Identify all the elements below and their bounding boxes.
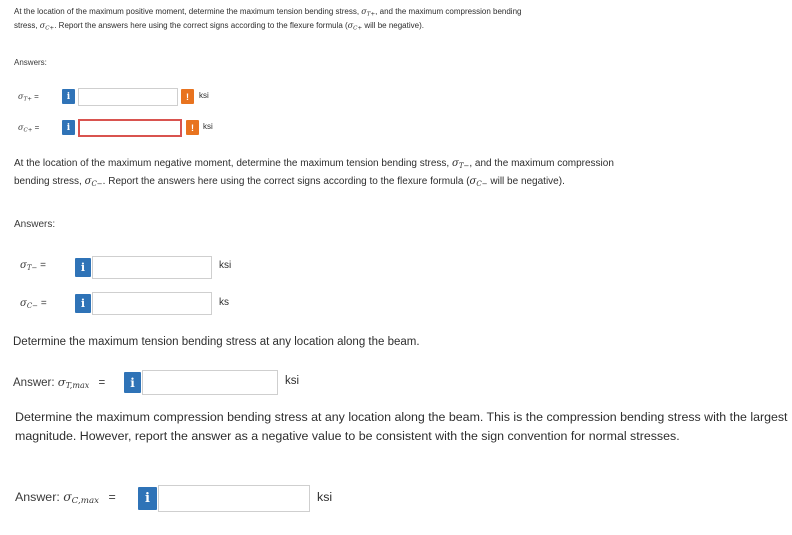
sigma-t-minus-input[interactable] — [92, 256, 212, 279]
section1-answers-label: Answers: — [14, 58, 47, 67]
warning-icon[interactable]: ! — [186, 120, 199, 135]
sigma-t-plus-unit: ksi — [199, 91, 209, 100]
sigma-t-plus-label: $\sigma_{T+}$ = — [18, 92, 39, 103]
sigma-t-minus-label: $\sigma_{T-}$ = — [20, 260, 46, 272]
sigma-c-plus-label: $\sigma_{C+}$ = — [18, 123, 40, 134]
info-icon[interactable]: i — [62, 120, 75, 135]
sigma-t-minus-unit: ksi — [219, 260, 232, 271]
sigma-t-plus-input[interactable] — [78, 88, 178, 106]
info-icon[interactable]: i — [75, 258, 91, 277]
sigma-c-minus-label: $\sigma_{C-}$ = — [20, 298, 47, 310]
section2-answers-label: Answers: — [14, 219, 56, 230]
sigma-c-max-label: Answer: $\sigma_{C,max}$ = — [15, 489, 116, 507]
sigma-c-minus-unit: ks — [219, 297, 229, 308]
sigma-t-max-label: Answer: $\sigma_{T,max}$ = — [13, 375, 106, 390]
sigma-c-plus-input[interactable] — [78, 119, 182, 137]
sigma-c-plus-unit: ksi — [203, 122, 213, 131]
info-icon[interactable]: i — [75, 294, 91, 313]
info-icon[interactable]: i — [138, 487, 157, 510]
section2-prompt: At the location of the maximum negative moment, determine the maximum tension bending stress, $\sigma_{T-}$, and the maximum compression bending stress, $\sigma_{C-}$. Report the answers here using the correct signs according to the flexure formula ($\sigma_{C-}$ will be negative). — [14, 158, 614, 188]
sigma-c-max-input[interactable] — [158, 485, 310, 512]
info-icon[interactable]: i — [62, 89, 75, 104]
section1-prompt: At the location of the maximum positive moment, determine the maximum tension bending stress, $\sigma_{T+}$, and the maximum compression bending stress, $\sigma_{C+}$. Report the answers here using the correct signs according to the flexure formula ($\sigma_{C+}$ will be negative). — [14, 7, 522, 32]
sigma-t-max-unit: ksi — [285, 375, 300, 387]
info-icon[interactable]: i — [124, 372, 141, 393]
section4-prompt: Determine the maximum compression bending stress at any location along the beam. This is the compression bending stress with the largest magnitude. However, report the answer as a negative value to be consistent with the sign convention for normal stresses. — [15, 410, 788, 443]
sigma-c-minus-input[interactable] — [92, 292, 212, 315]
sigma-t-max-input[interactable] — [142, 370, 278, 395]
warning-icon[interactable]: ! — [181, 89, 194, 104]
section3-prompt: Determine the maximum tension bending stress at any location along the beam. — [13, 336, 420, 348]
sigma-c-max-unit: ksi — [317, 490, 333, 504]
